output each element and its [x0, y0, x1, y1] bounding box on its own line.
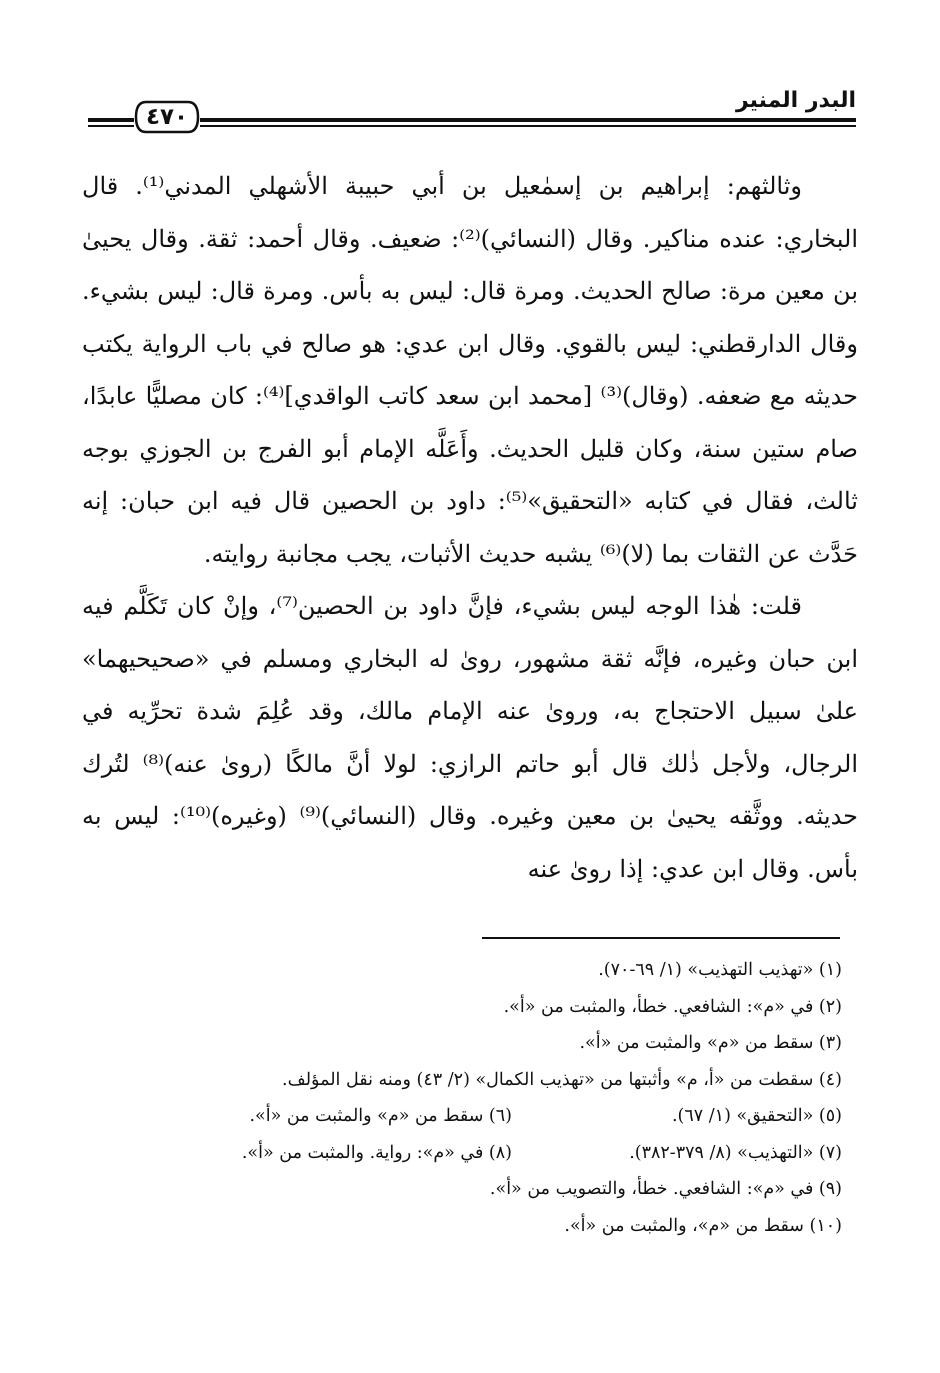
footnote-row-7-8	[82, 1135, 842, 1172]
footnote-1: (١) «تهذيب التهذيب» (١/ ٦٩-٧٠).	[598, 960, 842, 980]
footnote-8: (٨) في «م»: رواية. والمثبت من «أ».	[241, 1142, 512, 1163]
footnote-separator	[482, 937, 840, 939]
page-number-badge	[134, 96, 200, 138]
footnote-2: (٢) في «م»: الشافعي. خطأ، والمثبت من «أ».	[503, 996, 842, 1017]
footnote-row-5-6	[82, 1098, 842, 1135]
header-rule-thin	[88, 125, 856, 127]
header-rule-thick	[88, 118, 856, 122]
paragraph-1: وثالثهم: إبراهيم بن إسمٰعيل بن أبي حبيبة الأشهلي المدني⁽¹⁾. قال البخاري: عنده مناكير. وقال (النسائي)⁽²⁾: ضعيف. وقال أحمد: ثقة. وقال يحيىٰ بن معين مرة: صالح الحديث. ومرة قال: ليس به بأس. ومرة قال: ليس بشيء. وقال الدارقطني: ليس بالقوي. وقال ابن عدي: هو صالح في باب الرواية يكتب حديثه مع ضعفه. (وقال)⁽³⁾ [محمد ابن سعد كاتب الواقدي]⁽⁴⁾: كان مصليًّا عابدًا، صام ستين سنة، وكان قليل الحديث. وأَعَلَّه الإمام أبو الفرج بن الجوزي بوجه ثالث، فقال في كتابه «التحقيق»⁽⁵⁾: داود بن الحصين قال فيه ابن حبان: إنه حَدَّث عن الثقات بما (لا)⁽⁶⁾ يشبه حديث الأثبات، يجب مجانبة روايته.	[82, 172, 859, 568]
footnote-9: (٩) في «م»: الشافعي. خطأ، والتصويب من «أ».	[489, 1179, 842, 1199]
footnote-3: (٣) سقط من «م» والمثبت من «أ».	[579, 1033, 842, 1053]
footnote-5: (٥) «التحقيق» (١/ ٦٧).	[671, 1106, 842, 1126]
footnote-6: (٦) سقط من «م» والمثبت من «أ».	[249, 1106, 512, 1126]
main-text	[82, 160, 858, 895]
footnote-7: (٧) «التهذيب» (٨/ ٣٧٩-٣٨٢).	[629, 1142, 842, 1163]
running-header-title: البدر المنير	[735, 88, 856, 113]
paragraph-2: قلت: هٰذا الوجه ليس بشيء، فإنَّ داود بن الحصين⁽⁷⁾، وإنْ كان تَكَلَّم فيه ابن حبان وغيره، فإنَّه ثقة مشهور، روىٰ له البخاري ومسلم في «صحيحيهما» علىٰ سبيل الاحتجاج به، وروىٰ عنه الإمام مالك، وقد عُلِمَ شدة تحرِّيه في الرجال، ولأجل ذٰلك قال أبو حاتم الرازي: لولا أنَّ مالكًا (روىٰ عنه)⁽⁸⁾ لتُرك حديثه. ووثَّقه يحيىٰ بن معين وغيره. وقال (النسائي)⁽⁹⁾ (وغيره)⁽¹⁰⁾: ليس به بأس. وقال ابن عدي: إذا روىٰ عنه	[82, 592, 859, 883]
footnotes	[82, 952, 842, 1244]
page-number: ٤٧٠	[145, 104, 189, 130]
footnote-10: (١٠) سقط من «م»، والمثبت من «أ».	[564, 1215, 842, 1236]
footnote-4: (٤) سقطت من «أ، م» وأثبتها من «تهذيب الكمال» (٢/ ٤٣) ومنه نقل المؤلف.	[282, 1069, 842, 1090]
